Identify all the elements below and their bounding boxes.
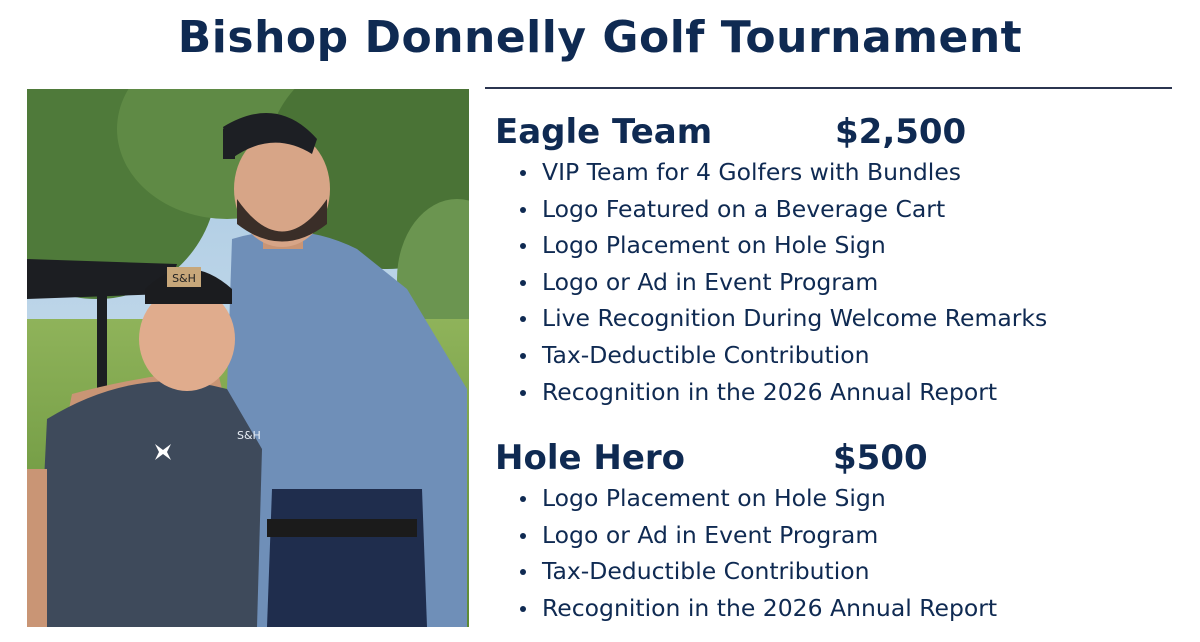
tier-eagle-team-benefits [520,154,1170,410]
tier-price: $2,500 [835,112,967,152]
shirt-logo-text: S&H [237,429,261,442]
list-item: Logo or Ad in Event Program [520,517,1170,554]
list-item: Logo Featured on a Beverage Cart [520,191,1170,228]
tier-eagle-team-heading [495,112,1175,158]
list-item: VIP Team for 4 Golfers with Bundles [520,154,1170,191]
tier-price: $500 [833,438,928,478]
tier-name: Eagle Team [495,112,713,152]
list-item: Recognition in the 2026 Annual Report [520,590,1170,627]
list-item: Live Recognition During Welcome Remarks [520,300,1170,337]
list-item: Tax-Deductible Contribution [520,337,1170,374]
divider-line [485,87,1172,89]
list-item: Logo Placement on Hole Sign [520,480,1170,517]
list-item: Tax-Deductible Contribution [520,553,1170,590]
golfers-photo [27,89,469,627]
list-item: Recognition in the 2026 Annual Report [520,374,1170,411]
tier-hole-hero-benefits [520,480,1170,626]
hat-patch-text: S&H [172,272,196,285]
tier-hole-hero-heading [495,438,1175,484]
page-title: Bishop Donnelly Golf Tournament [177,12,1023,63]
tier-name: Hole Hero [495,438,686,478]
list-item: Logo Placement on Hole Sign [520,227,1170,264]
list-item: Logo or Ad in Event Program [520,264,1170,301]
